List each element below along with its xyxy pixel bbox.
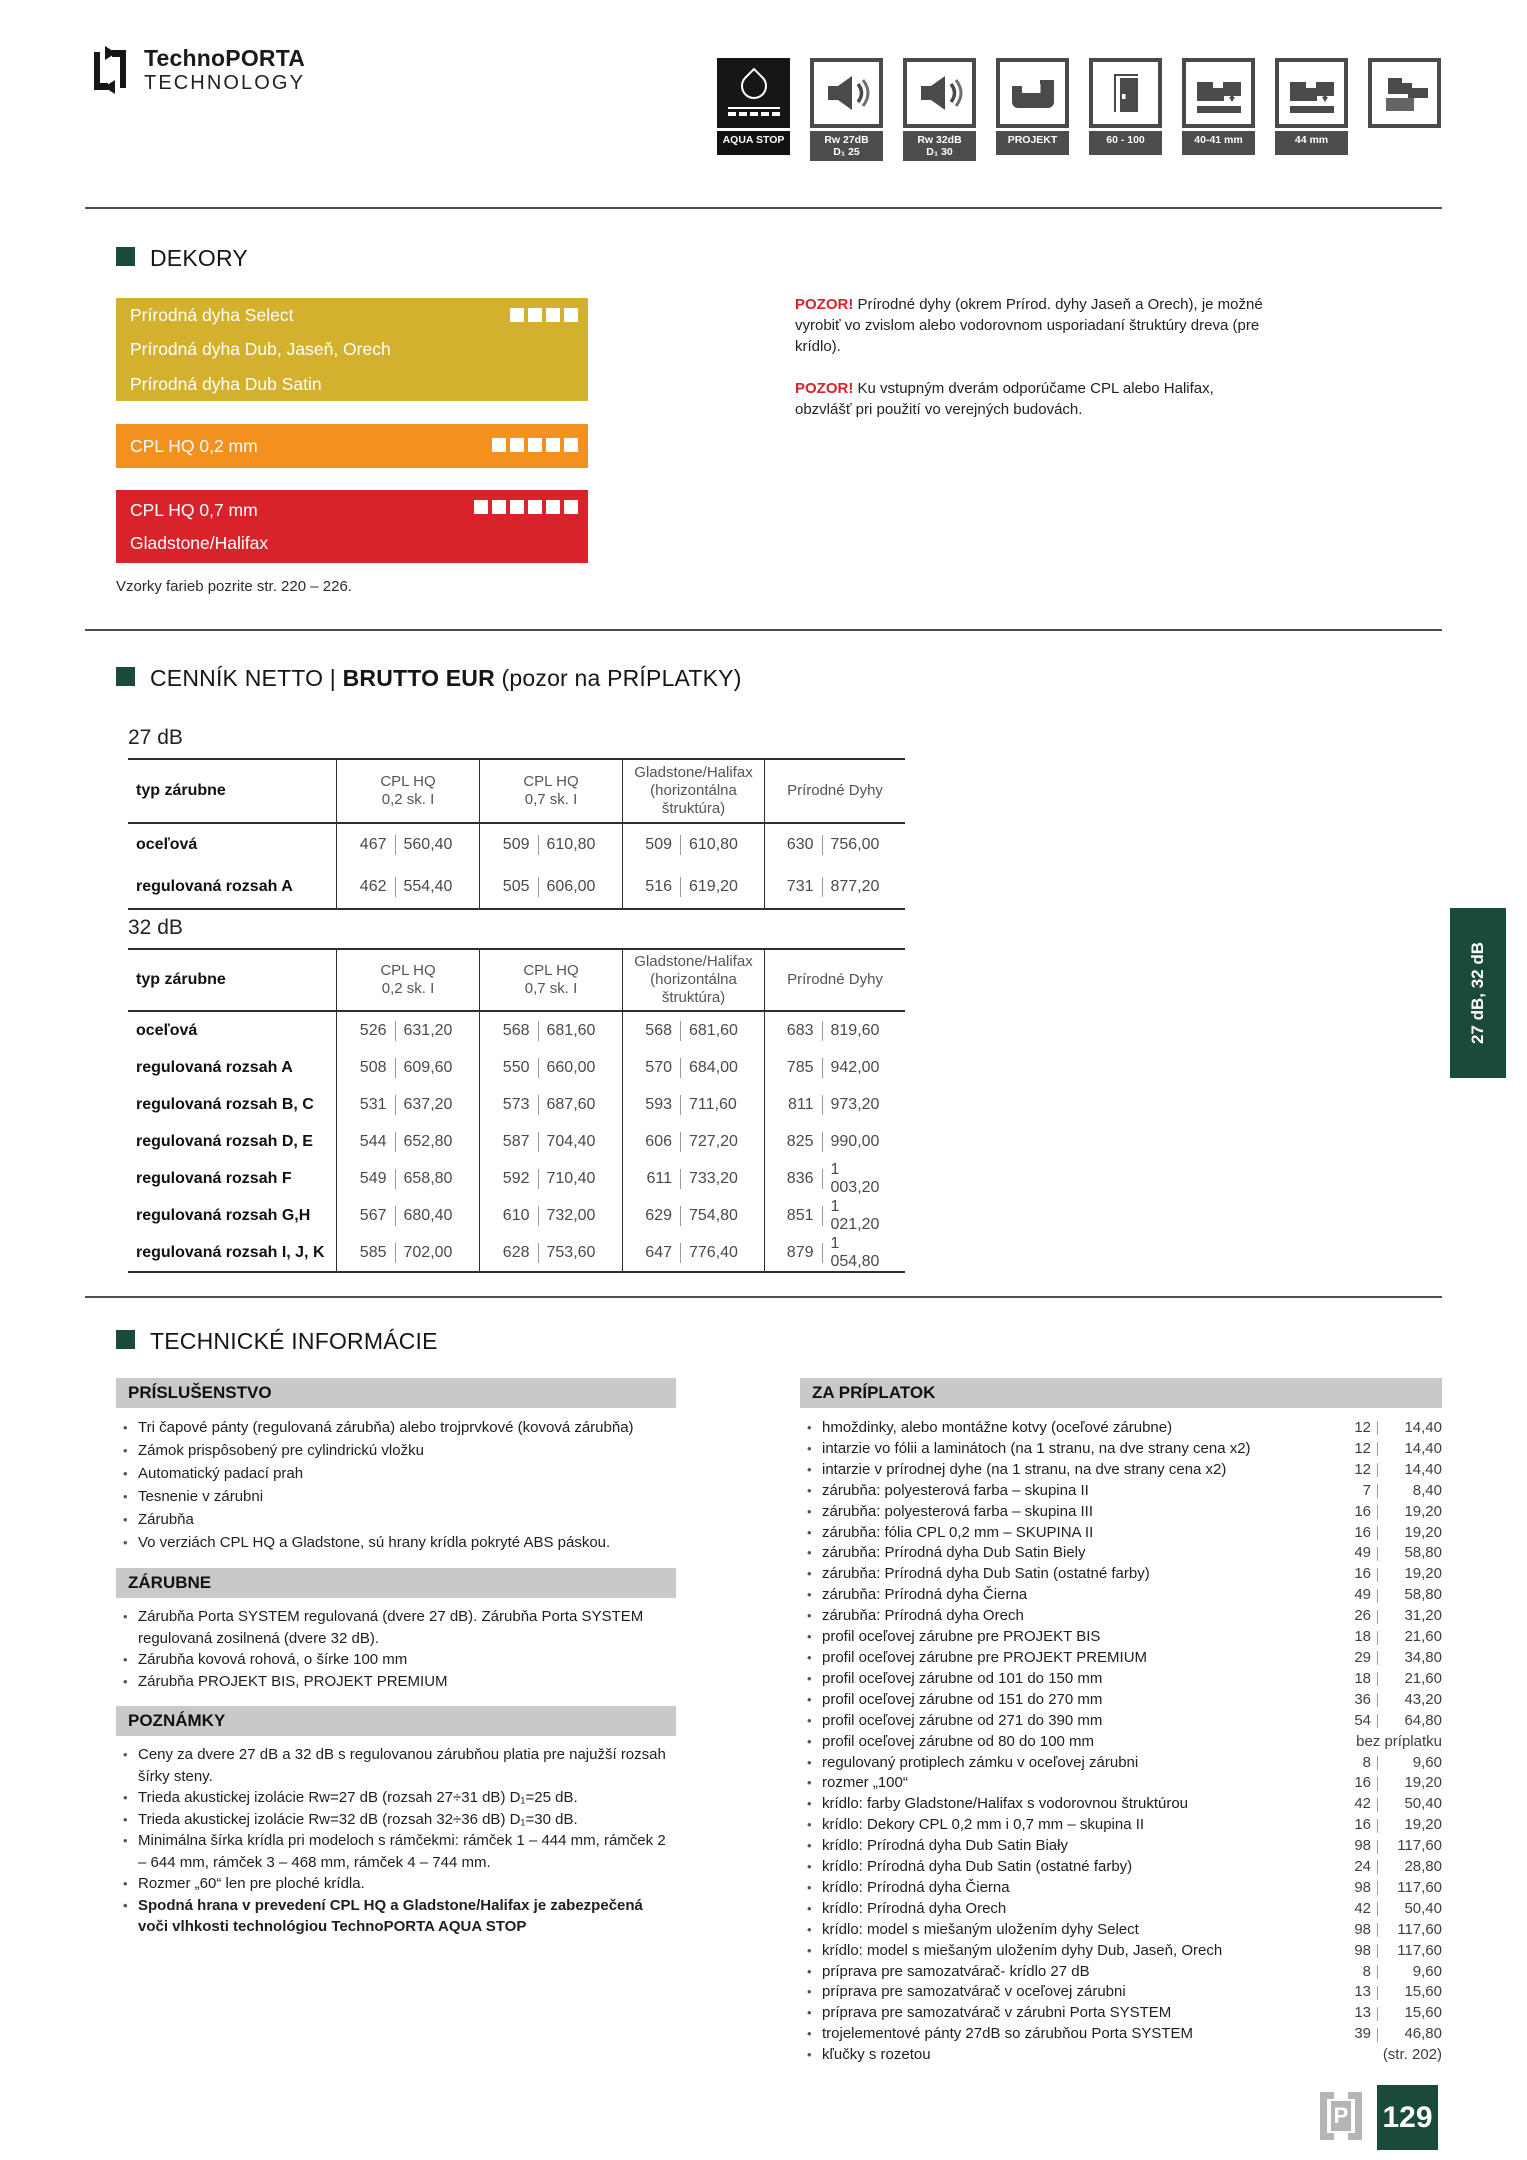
surcharge-row: • profil oceľovej zárubne od 271 do 390 mm 54 64,80 bbox=[800, 1711, 1442, 1732]
badge-label: 44 mm bbox=[1275, 131, 1348, 155]
surcharge-row: • krídlo: Prírodná dyha Orech 42 50,40 bbox=[800, 1899, 1442, 1920]
techinfo-title: TECHNICKÉ INFORMÁCIE bbox=[150, 1328, 438, 1354]
section-marker-icon bbox=[116, 667, 135, 686]
list-item: • Zárubňa PROJEKT BIS, PROJEKT PREMIUM bbox=[116, 1671, 676, 1693]
color-samples-note: Vzorky farieb pozrite str. 220 – 226. bbox=[116, 578, 352, 595]
warning-prefix: POZOR! bbox=[795, 380, 854, 397]
badge-label: 60 - 100 bbox=[1089, 131, 1162, 155]
price-table-32db bbox=[128, 948, 905, 1273]
frame-profile-icon bbox=[1182, 58, 1255, 128]
badge-60-100 bbox=[1089, 58, 1162, 155]
badge-rebated-profile bbox=[1368, 58, 1441, 128]
surcharge-row: • profil oceľovej zárubne pre PROJEKT PREMIUM 29 34,80 bbox=[800, 1648, 1442, 1669]
list-item: • Tesnenie v zárubni bbox=[116, 1485, 676, 1508]
surcharge-row: • profil oceľovej zárubne od 80 do 100 mm bez príplatku bbox=[800, 1732, 1442, 1753]
accessories-header: PRÍSLUŠENSTVO bbox=[116, 1378, 676, 1408]
table-row: regulovaná rozsah B, C 531 637,20 573 687,60 593 711,60 811 973,20 bbox=[128, 1086, 905, 1123]
table-header-row bbox=[128, 760, 905, 824]
accessories-list bbox=[116, 1416, 676, 1554]
decor-line: Gladstone/Halifax bbox=[130, 533, 269, 553]
price-group-squares bbox=[474, 500, 578, 514]
surcharge-row: • zárubňa: polyesterová farba – skupina III 16 19,20 bbox=[800, 1502, 1442, 1523]
list-item: • Zárubňa bbox=[116, 1508, 676, 1531]
surcharge-row: • intarzie v prírodnej dyhe (na 1 stranu, na dve strany cena x2) 12 14,40 bbox=[800, 1460, 1442, 1481]
surcharge-row: • zárubňa: polyesterová farba – skupina II 7 8,40 bbox=[800, 1481, 1442, 1502]
surcharge-row: • príprava pre samozatvárač- krídlo 27 dB 8 9,60 bbox=[800, 1962, 1442, 1983]
door-icon bbox=[1089, 58, 1162, 128]
col-header: CPL HQ 0,7 sk. I bbox=[479, 950, 622, 1010]
warning-veneer: POZOR! Prírodné dyhy (okrem Prírod. dyhy Jaseň a Orech), je možné vyrobiť vo zvislom alebo vodorovnom usporiadaní štruktúry dreva (pre krídlo). bbox=[795, 296, 1263, 355]
surcharge-row: • zárubňa: Prírodná dyha Orech 26 31,20 bbox=[800, 1606, 1442, 1627]
surcharge-row: • hmoždinky, alebo montážne kotvy (oceľové zárubne) 12 14,40 bbox=[800, 1418, 1442, 1439]
surcharge-row: • zárubňa: Prírodná dyha Čierna 49 58,80 bbox=[800, 1585, 1442, 1606]
col-header: Gladstone/Halifax (horizontálna štruktúra) bbox=[622, 760, 764, 822]
badge-projekt bbox=[996, 58, 1069, 155]
table-row: regulovaná rozsah D, E 544 652,80 587 704,40 606 727,20 825 990,00 bbox=[128, 1123, 905, 1160]
brand-subtitle: TECHNOLOGY bbox=[144, 72, 306, 94]
badge-label: PROJEKT bbox=[996, 131, 1069, 155]
surcharge-row: • intarzie vo fólii a laminátoch (na 1 stranu, na dve strany cena x2) 12 14,40 bbox=[800, 1439, 1442, 1460]
pricelist-title: CENNÍK NETTO | BRUTTO EUR (pozor na PRÍPLATKY) bbox=[150, 665, 742, 691]
table-row: regulovaná rozsah A 462 554,40 505 606,00 516 619,20 731 877,20 bbox=[128, 866, 905, 908]
surcharge-row: • trojelementové pánty 27dB so zárubňou Porta SYSTEM 39 46,80 bbox=[800, 2024, 1442, 2045]
surcharge-row: • krídlo: Prírodná dyha Dub Satin Biały 98 117,60 bbox=[800, 1836, 1442, 1857]
decor-line: Prírodná dyha Dub Satin bbox=[130, 373, 322, 394]
frames-header: ZÁRUBNE bbox=[116, 1568, 676, 1598]
warning-prefix: POZOR! bbox=[795, 296, 854, 313]
badge-label: Rw 27dB D₁ 25 bbox=[810, 131, 883, 161]
surcharge-row: • zárubňa: Prírodná dyha Dub Satin (ostatné farby) 16 19,20 bbox=[800, 1564, 1442, 1585]
list-item: • Vo verziách CPL HQ a Gladstone, sú hrany krídla pokryté ABS páskou. bbox=[116, 1531, 676, 1554]
table-caption-32db: 32 dB bbox=[128, 916, 183, 939]
table-row: regulovaná rozsah G,H 567 680,40 610 732,00 629 754,80 851 1 021,20 bbox=[128, 1197, 905, 1234]
table-row: oceľová 526 631,20 568 681,60 568 681,60 683 819,60 bbox=[128, 1012, 905, 1049]
speaker-icon bbox=[903, 58, 976, 128]
surcharge-row: • profil oceľovej zárubne pre PROJEKT BIS 18 21,60 bbox=[800, 1627, 1442, 1648]
list-item: • Trieda akustickej izolácie Rw=32 dB (rozsah 32÷36 dB) D₁=30 dB. bbox=[116, 1809, 676, 1831]
surcharge-row: • regulovaný protiplech zámku v oceľovej zárubni 8 9,60 bbox=[800, 1753, 1442, 1774]
surcharge-row: • zárubňa: Prírodná dyha Dub Satin Biely 49 58,80 bbox=[800, 1543, 1442, 1564]
porta-arrows-icon bbox=[88, 44, 132, 96]
table-row: regulovaná rozsah A 508 609,60 550 660,00 570 684,00 785 942,00 bbox=[128, 1049, 905, 1086]
badge-label: AQUA STOP bbox=[717, 131, 790, 155]
surcharge-row: • rozmer „100“ 16 19,20 bbox=[800, 1773, 1442, 1794]
list-item: • Zámok prispôsobený pre cylindrickú vložku bbox=[116, 1439, 676, 1462]
door-profile-icon bbox=[1368, 58, 1441, 128]
notes-header: POZNÁMKY bbox=[116, 1706, 676, 1736]
decor-line: CPL HQ 0,7 mm bbox=[130, 500, 258, 520]
decor-line: Prírodná dyha Select bbox=[130, 305, 294, 325]
badge-label: 40-41 mm bbox=[1182, 131, 1255, 155]
notes-list bbox=[116, 1744, 676, 1938]
decor-bar-cpl-02 bbox=[116, 424, 588, 468]
badge-label: Rw 32dB D₁ 30 bbox=[903, 131, 976, 161]
divider-pricelist bbox=[85, 629, 1442, 631]
col-header: Prírodné Dyhy bbox=[764, 760, 905, 822]
col-header: Gladstone/Halifax (horizontálna štruktúra) bbox=[622, 950, 764, 1010]
table-row: regulovaná rozsah F 549 658,80 592 710,40 611 733,20 836 1 003,20 bbox=[128, 1160, 905, 1197]
badge-rw-32db bbox=[903, 58, 976, 161]
list-item: • Zárubňa Porta SYSTEM regulovaná (dvere 27 dB). Zárubňa Porta SYSTEM regulovaná zosilnená (dvere 32 dB). bbox=[116, 1606, 676, 1649]
surcharge-list bbox=[800, 1418, 1442, 2066]
surcharge-row: • profil oceľovej zárubne od 101 do 150 mm 18 21,60 bbox=[800, 1669, 1442, 1690]
decor-bar-cpl-07 bbox=[116, 490, 588, 563]
list-item: • Zárubňa kovová rohová, o šírke 100 mm bbox=[116, 1649, 676, 1671]
col-header: CPL HQ 0,7 sk. I bbox=[479, 760, 622, 822]
techinfo-left-column bbox=[116, 1378, 676, 1952]
list-item: • Ceny za dvere 27 dB a 32 dB s regulovanou zárubňou platia pre najužší rozsah šírky steny. bbox=[116, 1744, 676, 1787]
badge-44mm bbox=[1275, 58, 1348, 155]
surcharge-row: • krídlo: model s miešaným uložením dyhy Select 98 117,60 bbox=[800, 1920, 1442, 1941]
table-header-row bbox=[128, 950, 905, 1012]
divider-top bbox=[85, 207, 1442, 209]
list-item: • Trieda akustickej izolácie Rw=27 dB (rozsah 27÷31 dB) D₁=25 dB. bbox=[116, 1787, 676, 1809]
brand-title: TechnoPORTA bbox=[144, 45, 306, 71]
aqua-stop-icon bbox=[717, 58, 790, 128]
brand-logo bbox=[88, 44, 305, 96]
surcharge-row: • zárubňa: fólia CPL 0,2 mm – SKUPINA II 16 19,20 bbox=[800, 1523, 1442, 1544]
table-caption-27db: 27 dB bbox=[128, 726, 183, 749]
frames-list bbox=[116, 1606, 676, 1692]
list-item: • Spodná hrana v prevedení CPL HQ a Gladstone/Halifax je zabezpečená voči vlhkosti technológiou TechnoPORTA AQUA STOP bbox=[116, 1895, 676, 1938]
decor-bar-natural-veneer bbox=[116, 298, 588, 401]
badge-rw-27db bbox=[810, 58, 883, 161]
surcharge-row: • krídlo: Dekory CPL 0,2 mm i 0,7 mm – skupina II 16 19,20 bbox=[800, 1815, 1442, 1836]
col-header: typ zárubne bbox=[136, 782, 226, 799]
page-number: 129 bbox=[1377, 2085, 1438, 2150]
col-header: typ zárubne bbox=[136, 971, 226, 988]
decor-line: Prírodná dyha Dub, Jaseň, Orech bbox=[130, 339, 391, 360]
dekory-title: DEKORY bbox=[150, 245, 248, 271]
surcharge-row: • krídlo: Prírodná dyha Dub Satin (ostatné farby) 24 28,80 bbox=[800, 1857, 1442, 1878]
surcharge-row: • príprava pre samozatvárač v zárubni Porta SYSTEM 13 15,60 bbox=[800, 2003, 1442, 2024]
list-item: • Minimálna šírka krídla pri modeloch s rámčekmi: rámček 1 – 444 mm, rámček 2 – 644 mm, rámček 3 – 468 mm, rámček 4 – 744 mm. bbox=[116, 1830, 676, 1873]
table-row: regulovaná rozsah I, J, K 585 702,00 628 753,60 647 776,40 879 1 054,80 bbox=[128, 1234, 905, 1271]
surcharge-header: ZA PRÍPLATOK bbox=[800, 1378, 1442, 1408]
price-group-squares bbox=[492, 438, 578, 452]
surcharge-row: • krídlo: farby Gladstone/Halifax s vodorovnou štruktúrou 42 50,40 bbox=[800, 1794, 1442, 1815]
price-group-squares bbox=[510, 308, 578, 322]
section-marker-icon bbox=[116, 247, 135, 266]
col-header: CPL HQ 0,2 sk. I bbox=[336, 760, 479, 822]
list-item: • Rozmer „60“ len pre ploché krídla. bbox=[116, 1873, 676, 1895]
surcharge-row: • krídlo: Prírodná dyha Čierna 98 117,60 bbox=[800, 1878, 1442, 1899]
section-marker-icon bbox=[116, 1330, 135, 1349]
surcharge-column bbox=[800, 1378, 1442, 2066]
list-item: • Automatický padací prah bbox=[116, 1462, 676, 1485]
table-row: oceľová 467 560,40 509 610,80 509 610,80 630 756,00 bbox=[128, 824, 905, 866]
price-table-27db bbox=[128, 758, 905, 910]
porta-p-logo bbox=[1320, 2088, 1362, 2144]
col-header: CPL HQ 0,2 sk. I bbox=[336, 950, 479, 1010]
badge-aqua-stop bbox=[717, 58, 790, 155]
surcharge-row: • kľučky s rozetou (str. 202) bbox=[800, 2045, 1442, 2066]
divider-techinfo bbox=[85, 1296, 1442, 1298]
frame-profile-icon bbox=[1275, 58, 1348, 128]
warning-entrance: POZOR! Ku vstupným dverám odporúčame CPL alebo Halifax, obzvlášť pri použití vo verejných budovách. bbox=[795, 380, 1214, 418]
logo-letter-p: P bbox=[1331, 2101, 1351, 2131]
surcharge-row: • krídlo: model s miešaným uložením dyhy Dub, Jaseň, Orech 98 117,60 bbox=[800, 1941, 1442, 1962]
speaker-icon bbox=[810, 58, 883, 128]
surcharge-row: • príprava pre samozatvárač v oceľovej zárubni 13 15,60 bbox=[800, 1982, 1442, 2003]
decor-line: CPL HQ 0,2 mm bbox=[130, 436, 258, 456]
list-item: • Tri čapové pánty (regulovaná zárubňa) alebo trojprvkové (kovová zárubňa) bbox=[116, 1416, 676, 1439]
col-header: Prírodné Dyhy bbox=[764, 950, 905, 1010]
surcharge-row: • profil oceľovej zárubne od 151 do 270 mm 36 43,20 bbox=[800, 1690, 1442, 1711]
bathtub-icon bbox=[996, 58, 1069, 128]
side-tab-27db-32db: 27 dB, 32 dB bbox=[1450, 908, 1506, 1078]
badge-40-41mm bbox=[1182, 58, 1255, 155]
